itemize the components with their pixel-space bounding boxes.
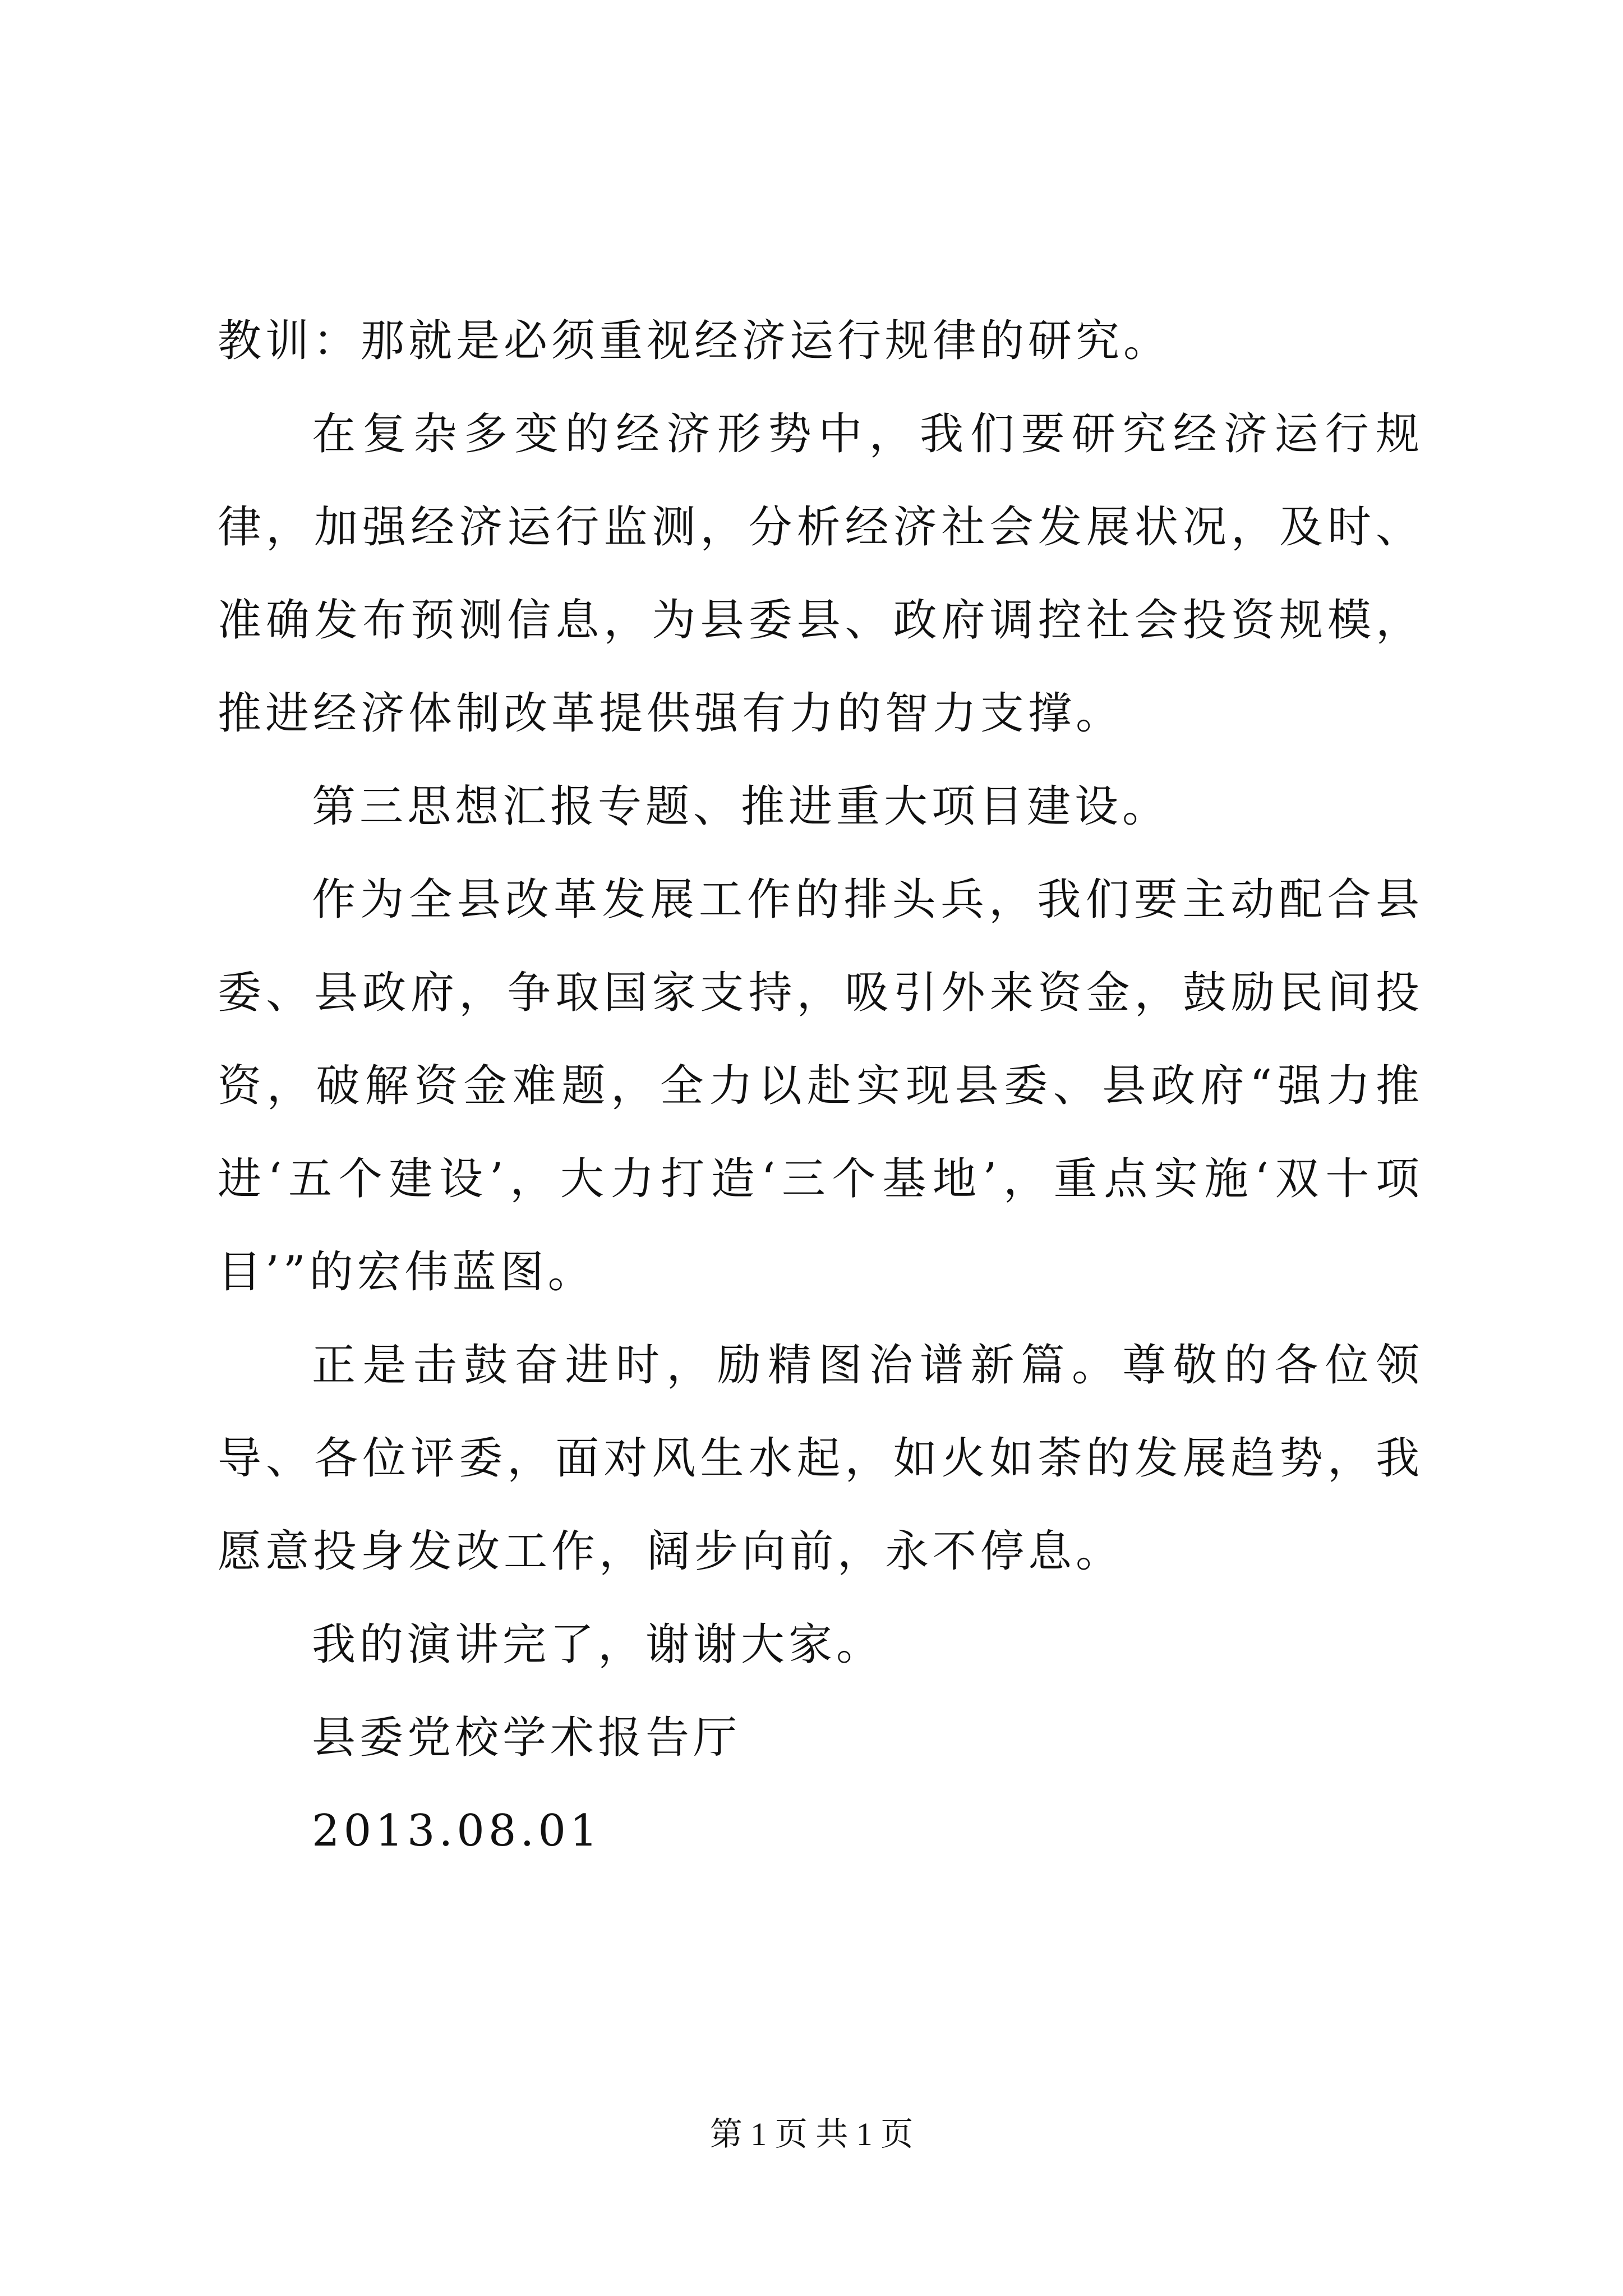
page-number-label: 第 1 页 共 1 页 bbox=[709, 2116, 914, 2152]
paragraph-section-heading: 第三思想汇报专题、推进重大项目建设。 bbox=[312, 781, 1170, 832]
venue-line: 县委党校学术报告厅 bbox=[312, 1713, 741, 1763]
paragraph-thanks: 我的演讲完了，谢谢大家。 bbox=[312, 1619, 884, 1670]
paragraph-closing-remarks: 正是击鼓奋进时，励精图治谱新篇。尊敬的各位领导、各位评委，面对风生水起，如火如荼的发展趋势，我愿意投身发改工作，阔步向前，永不停息。 bbox=[218, 1340, 1423, 1577]
page-footer bbox=[0, 2112, 1623, 2157]
date-line: 2013.08.01 bbox=[312, 1806, 602, 1856]
document-body bbox=[218, 295, 1423, 1878]
paragraph-project-construction: 作为全县改革发展工作的排头兵，我们要主动配合县委、县政府，争取国家支持，吸引外来资金，鼓励民间投资，破解资金难题，全力以赴实现县委、县政府“强力推进‘五个建设’，大力打造‘三个基地’，重点实施‘双十项目’”的宏伟蓝图。 bbox=[218, 875, 1423, 1297]
paragraph-economic-monitoring: 在复杂多变的经济形势中，我们要研究经济运行规律，加强经济运行监测，分析经济社会发展状况，及时、准确发布预测信息，为县委县、政府调控社会投资规模，推进经济体制改革提供强有力的智力支撑。 bbox=[218, 409, 1423, 739]
paragraph-continuation: 教训：那就是必须重视经济运行规律的研究。 bbox=[218, 316, 1172, 366]
